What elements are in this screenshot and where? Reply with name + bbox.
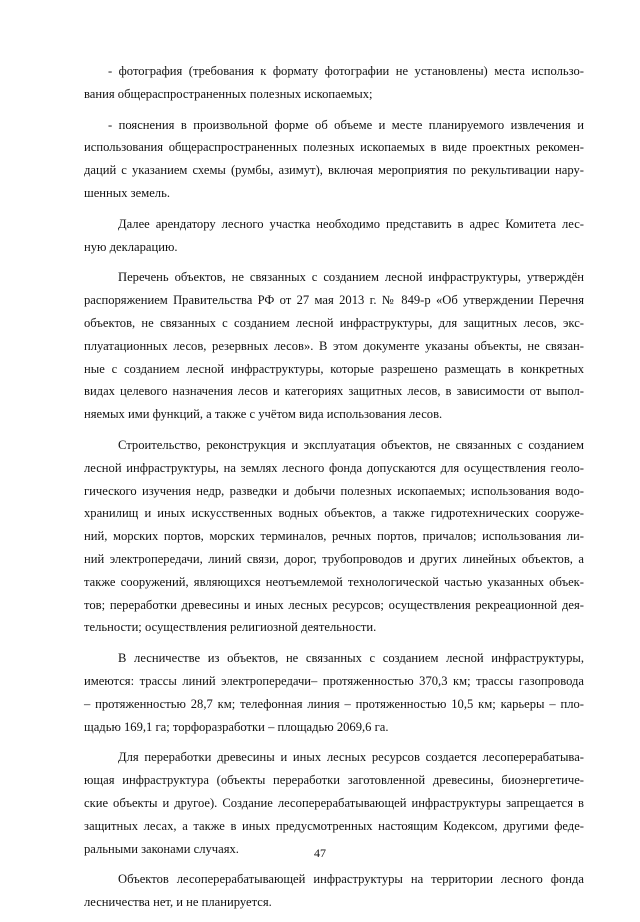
text-line: ний электропередачи, линий связи, дорог, трубопроводов и других линейных объектов, а: [84, 551, 584, 566]
paragraph: [84, 114, 584, 205]
text-line: вания общераспространенных полезных ископаемых;: [84, 86, 373, 101]
text-line: ные с созданием лесной инфраструктуры, которые разрешено размещать в конкретных: [84, 361, 584, 376]
text-line: видах целевого назначения лесов и категориях защитных лесов, в зависимости от выпол-: [84, 384, 584, 399]
paragraph: [84, 868, 584, 914]
text-line: Объектов лесоперерабатывающей инфраструктуры на территории лесного фонда: [118, 872, 584, 887]
text-line: ную декларацию.: [84, 239, 178, 254]
text-line: лесной инфраструктуры, на землях лесного фонда допускаются для осуществления геоло-: [84, 460, 584, 475]
text-line: защитных лесах, а также в иных предусмотренных настоящим Кодексом, другими феде-: [84, 818, 584, 833]
text-line: плуатационных лесов, резервных лесов». В этом документе указаны объекты, не связан-: [84, 338, 584, 353]
text-line: тов; переработки древесины и иных лесных ресурсов; осуществления рекреационной дея-: [84, 597, 584, 612]
text-line: имеются: трассы линий электропередачи– протяженностью 370,3 км; трассы газопровода: [84, 673, 584, 688]
paragraph: [84, 647, 584, 738]
paragraph: [84, 434, 584, 639]
text-line: распоряжением Правительства РФ от 27 мая 2013 г. № 849-р «Об утверждении Перечня: [84, 293, 584, 308]
text-line: гического изучения недр, разведки и добычи полезных ископаемых; использования водо-: [84, 483, 584, 498]
text-line: ские объекты и другое). Создание лесоперерабатывающей инфраструктуры запрещается в: [84, 795, 584, 810]
text-line: няемых ими функций, а также с учётом вида использования лесов.: [84, 407, 443, 422]
text-line: шенных земель.: [84, 185, 170, 200]
paragraph: [84, 746, 584, 860]
text-line: - фотография (требования к формату фотографии не установлены) места использо-: [108, 64, 584, 78]
text-line: – протяженностью 28,7 км; телефонная линия – протяженностью 10,5 км; карьеры – пло-: [84, 696, 584, 711]
text-line: ний, морских портов, морских терминалов, речных портов, причалов; использования ли-: [84, 529, 584, 544]
text-line: Перечень объектов, не связанных с созданием лесной инфраструктуры, утверждён: [118, 270, 584, 285]
paragraph: [84, 213, 584, 259]
text-line: Для переработки древесины и иных лесных ресурсов создается лесоперерабатыва-: [118, 750, 584, 765]
text-line: ральными законами случаях.: [84, 841, 239, 856]
document-body: [84, 60, 584, 922]
text-line: даций с указанием схемы (румбы, азимут), включая мероприятия по рекультивации нару-: [84, 163, 584, 178]
text-line: Далее арендатору лесного участка необходимо представить в адрес Комитета лес-: [118, 216, 584, 231]
text-line: хранилищ и иных искусственных водных объектов, а также гидротехнических сооруже-: [84, 506, 584, 521]
text-line: также сооружений, являющихся неотъемлемой технологической частью указанных объек-: [84, 574, 584, 589]
text-line: щадью 169,1 га; торфоразработки – площадью 2069,6 га.: [84, 719, 389, 734]
text-line: лесничества нет, и не планируется.: [84, 895, 272, 910]
text-line: В лесничестве из объектов, не связанных с созданием лесной инфраструктуры,: [118, 651, 584, 666]
text-line: Строительство, реконструкция и эксплуатация объектов, не связанных с созданием: [118, 437, 584, 452]
paragraph: [84, 60, 584, 106]
text-line: использования общераспространенных полезных ископаемых в виде проектных рекомен-: [84, 140, 584, 155]
paragraph: [84, 266, 584, 426]
text-line: тельности; осуществления религиозной деятельности.: [84, 620, 377, 635]
text-line: - пояснения в произвольной форме об объеме и месте планируемого извлечения и: [108, 117, 584, 132]
page-number: 47: [314, 846, 326, 860]
text-line: объектов, не связанных с созданием лесной инфраструктуры, для защитных лесов, экс-: [84, 315, 584, 330]
text-line: ющая инфраструктура (объекты переработки заготовленной древесины, биоэнергетиче-: [84, 773, 584, 788]
